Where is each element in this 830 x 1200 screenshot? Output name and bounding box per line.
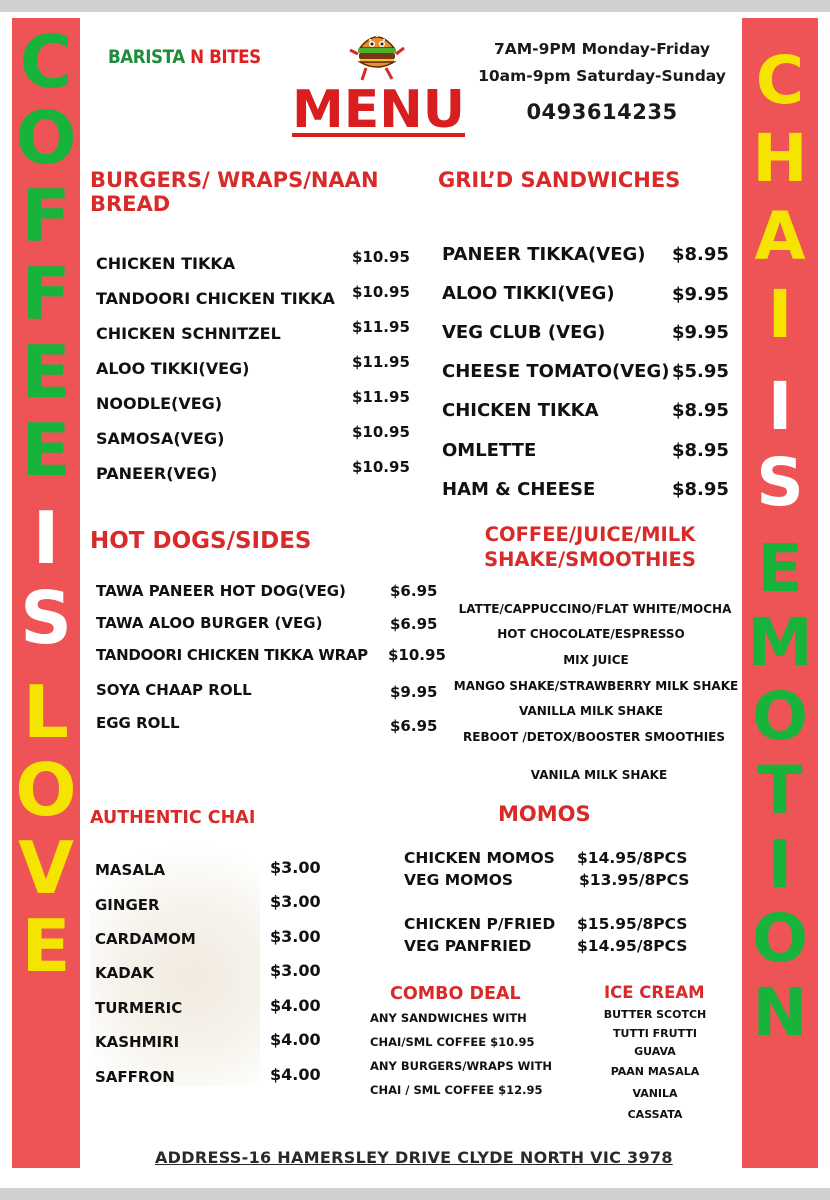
menu-item-name: SAMOSA(VEG) [96,429,225,448]
menu-item-name: TAWA ALOO BURGER (VEG) [96,614,323,632]
banner-letter: C [19,20,73,104]
weekend-hours: 10am-9pm Saturday-Sunday [478,67,726,85]
menu-item-price: $9.95 [672,284,729,305]
menu-item-name: PANEER TIKKA(VEG) [442,244,646,265]
menu-item-price: $10.95 [352,248,410,266]
brand-part: N [190,46,204,68]
banner-letter: E [21,330,71,414]
menu-item-name: CHICKEN P/FRIED [404,915,556,933]
menu-item-price: $10.95 [388,646,446,664]
banner-letter: N [752,974,808,1051]
banner-letter: I [32,496,60,580]
menu-item-price: $6.95 [390,582,438,600]
menu-item-name: CHICKEN SCHNITZEL [96,324,281,343]
banner-letter: F [21,252,71,336]
icecream-item: BUTTER SCOTCH [603,1008,707,1021]
icecream-heading: ICE CREAM [604,983,705,1002]
banner-letter: E [757,530,803,607]
menu-item-price: $15.95/8PCS [577,915,688,933]
menu-item-name: TURMERIC [95,999,183,1017]
menu-item-price: $6.95 [390,615,438,633]
combo-heading: COMBO DEAL [390,984,521,1004]
menu-item-price: $4.00 [270,1030,321,1049]
brand-part: BITES [203,46,261,68]
banner-letter: O [15,748,77,832]
drink-item: LATTE/CAPPUCCINO/FLAT WHITE/MOCHA [458,602,732,616]
icecream-item: PAAN MASALA [610,1065,700,1078]
heading-line: COFFEE/JUICE/MILK [484,523,696,546]
menu-item-price: $10.95 [352,283,410,301]
menu-item-price: $10.95 [352,423,410,441]
menu-item-price: $14.95/8PCS [577,937,688,955]
menu-item-price: $3.00 [270,858,321,877]
menu-item-name: TAWA PANEER HOT DOG(VEG) [96,582,346,600]
banner-letter: F [21,174,71,258]
banner-letter: I [767,826,793,903]
menu-item-name: CHICKEN TIKKA [442,400,599,421]
right-banner [742,18,818,1168]
menu-item-name: CHICKEN MOMOS [404,849,555,867]
banner-letter: H [752,120,808,197]
banner-letter: L [23,670,69,754]
menu-item-name: PANEER(VEG) [96,464,218,483]
combo-line: CHAI / SML COFFEE $12.95 [370,1083,543,1097]
menu-item-price: $8.95 [672,479,729,500]
banner-letter: S [756,444,804,521]
menu-item-name: ALOO TIKKI(VEG) [442,283,615,304]
icecream-item: VANILA [632,1087,678,1100]
banner-letter: E [21,904,71,988]
menu-item-name: SOYA CHAAP ROLL [96,681,252,699]
banner-letter: M [747,604,813,681]
menu-item-price: $4.00 [270,1065,321,1084]
icecream-item: CASSATA [627,1108,683,1121]
menu-item-name: NOODLE(VEG) [96,394,223,413]
menu-item-price: $10.95 [352,458,410,476]
menu-item-price: $5.95 [672,361,729,382]
phone-number: 0493614235 [526,100,678,124]
menu-item-name: EGG ROLL [96,714,180,732]
icecream-item: GUAVA [634,1045,676,1058]
burger-mascot-icon [346,22,408,84]
menu-item-price: $9.95 [390,683,438,701]
banner-letter: I [767,368,793,445]
grilled-heading: GRIL’D SANDWICHES [438,168,681,192]
drink-item: HOT CHOCOLATE/ESPRESSO [497,627,685,641]
momos-heading: MOMOS [498,802,591,826]
banner-letter: C [755,42,805,119]
banner-letter: O [751,678,809,755]
menu-item-price: $6.95 [390,717,438,735]
menu-item-price: $13.95/8PCS [579,871,690,889]
combo-line: ANY BURGERS/WRAPS WITH [370,1059,553,1073]
menu-item-price: $8.95 [672,440,729,461]
drink-item: REBOOT /DETOX/BOOSTER SMOOTHIES [463,730,725,744]
menu-item-name: GINGER [95,896,160,914]
banner-letter: A [754,198,806,275]
left-banner [12,18,80,1168]
menu-item-name: KADAK [95,964,154,982]
menu-item-name: VEG CLUB (VEG) [442,322,606,343]
chai-heading: AUTHENTIC CHAI [90,808,256,828]
icecream-item: TUTTI FRUTTI [613,1027,697,1040]
menu-item-name: TANDOORI CHICKEN TIKKA WRAP [96,646,368,664]
menu-item-name: VEG PANFRIED [404,937,532,955]
menu-item-price: $11.95 [352,388,410,406]
menu-item-name: CHICKEN TIKKA [96,254,236,273]
banner-letter: T [757,752,803,829]
heading-line: BURGERS/ WRAPS/NAAN [90,168,379,192]
heading-line: SHAKE/SMOOTHIES [484,548,696,572]
menu-item-name: HAM & CHEESE [442,479,596,500]
banner-letter: V [18,826,74,910]
menu-item-name: TANDOORI CHICKEN TIKKA [96,289,335,308]
burgers-heading [90,168,379,216]
banner-letter: O [15,96,77,180]
menu-item-name: CARDAMOM [95,930,196,948]
heading-line: BREAD [90,192,171,217]
menu-item-price: $11.95 [352,353,410,371]
menu-item-price: $14.95/8PCS [577,849,688,867]
drink-item: MIX JUICE [563,653,629,667]
menu-item-price: $3.00 [270,927,321,946]
menu-item-name: KASHMIRI [95,1033,180,1051]
combo-line: CHAI/SML COFFEE $10.95 [370,1035,535,1049]
menu-title: MENU [292,80,466,140]
drink-item: VANILA MILK SHAKE [530,768,668,782]
menu-item-price: $11.95 [352,318,410,336]
hotdogs-heading: HOT DOGS/SIDES [90,528,312,554]
top-border [0,0,830,12]
banner-letter: O [751,900,809,977]
weekday-hours: 7AM-9PM Monday-Friday [493,40,711,58]
menu-item-price: $4.00 [270,996,321,1015]
menu-item-name: MASALA [95,861,166,879]
bottom-border [0,1188,830,1200]
menu-item-price: $8.95 [672,244,729,265]
menu-item-name: VEG MOMOS [404,871,514,889]
menu-item-price: $3.00 [270,892,321,911]
banner-letter: I [767,276,793,353]
drinks-heading [446,522,734,573]
menu-item-name: CHEESE TOMATO(VEG) [442,361,670,382]
brand-name [108,46,261,68]
banner-letter: E [21,408,71,492]
menu-item-name: SAFFRON [95,1068,175,1086]
menu-item-price: $8.95 [672,400,729,421]
menu-item-price: $9.95 [672,322,729,343]
menu-item-name: OMLETTE [442,440,537,461]
address: ADDRESS-16 HAMERSLEY DRIVE CLYDE NORTH VIC 3978 [155,1148,673,1167]
drink-item: VANILLA MILK SHAKE [518,704,664,718]
brand-part: BARISTA [108,46,191,68]
drink-item: MANGO SHAKE/STRAWBERRY MILK SHAKE [453,679,739,693]
menu-item-price: $3.00 [270,961,321,980]
menu-item-name: ALOO TIKKI(VEG) [96,359,250,378]
combo-line: ANY SANDWICHES WITH [370,1011,527,1025]
banner-letter: S [20,576,72,660]
